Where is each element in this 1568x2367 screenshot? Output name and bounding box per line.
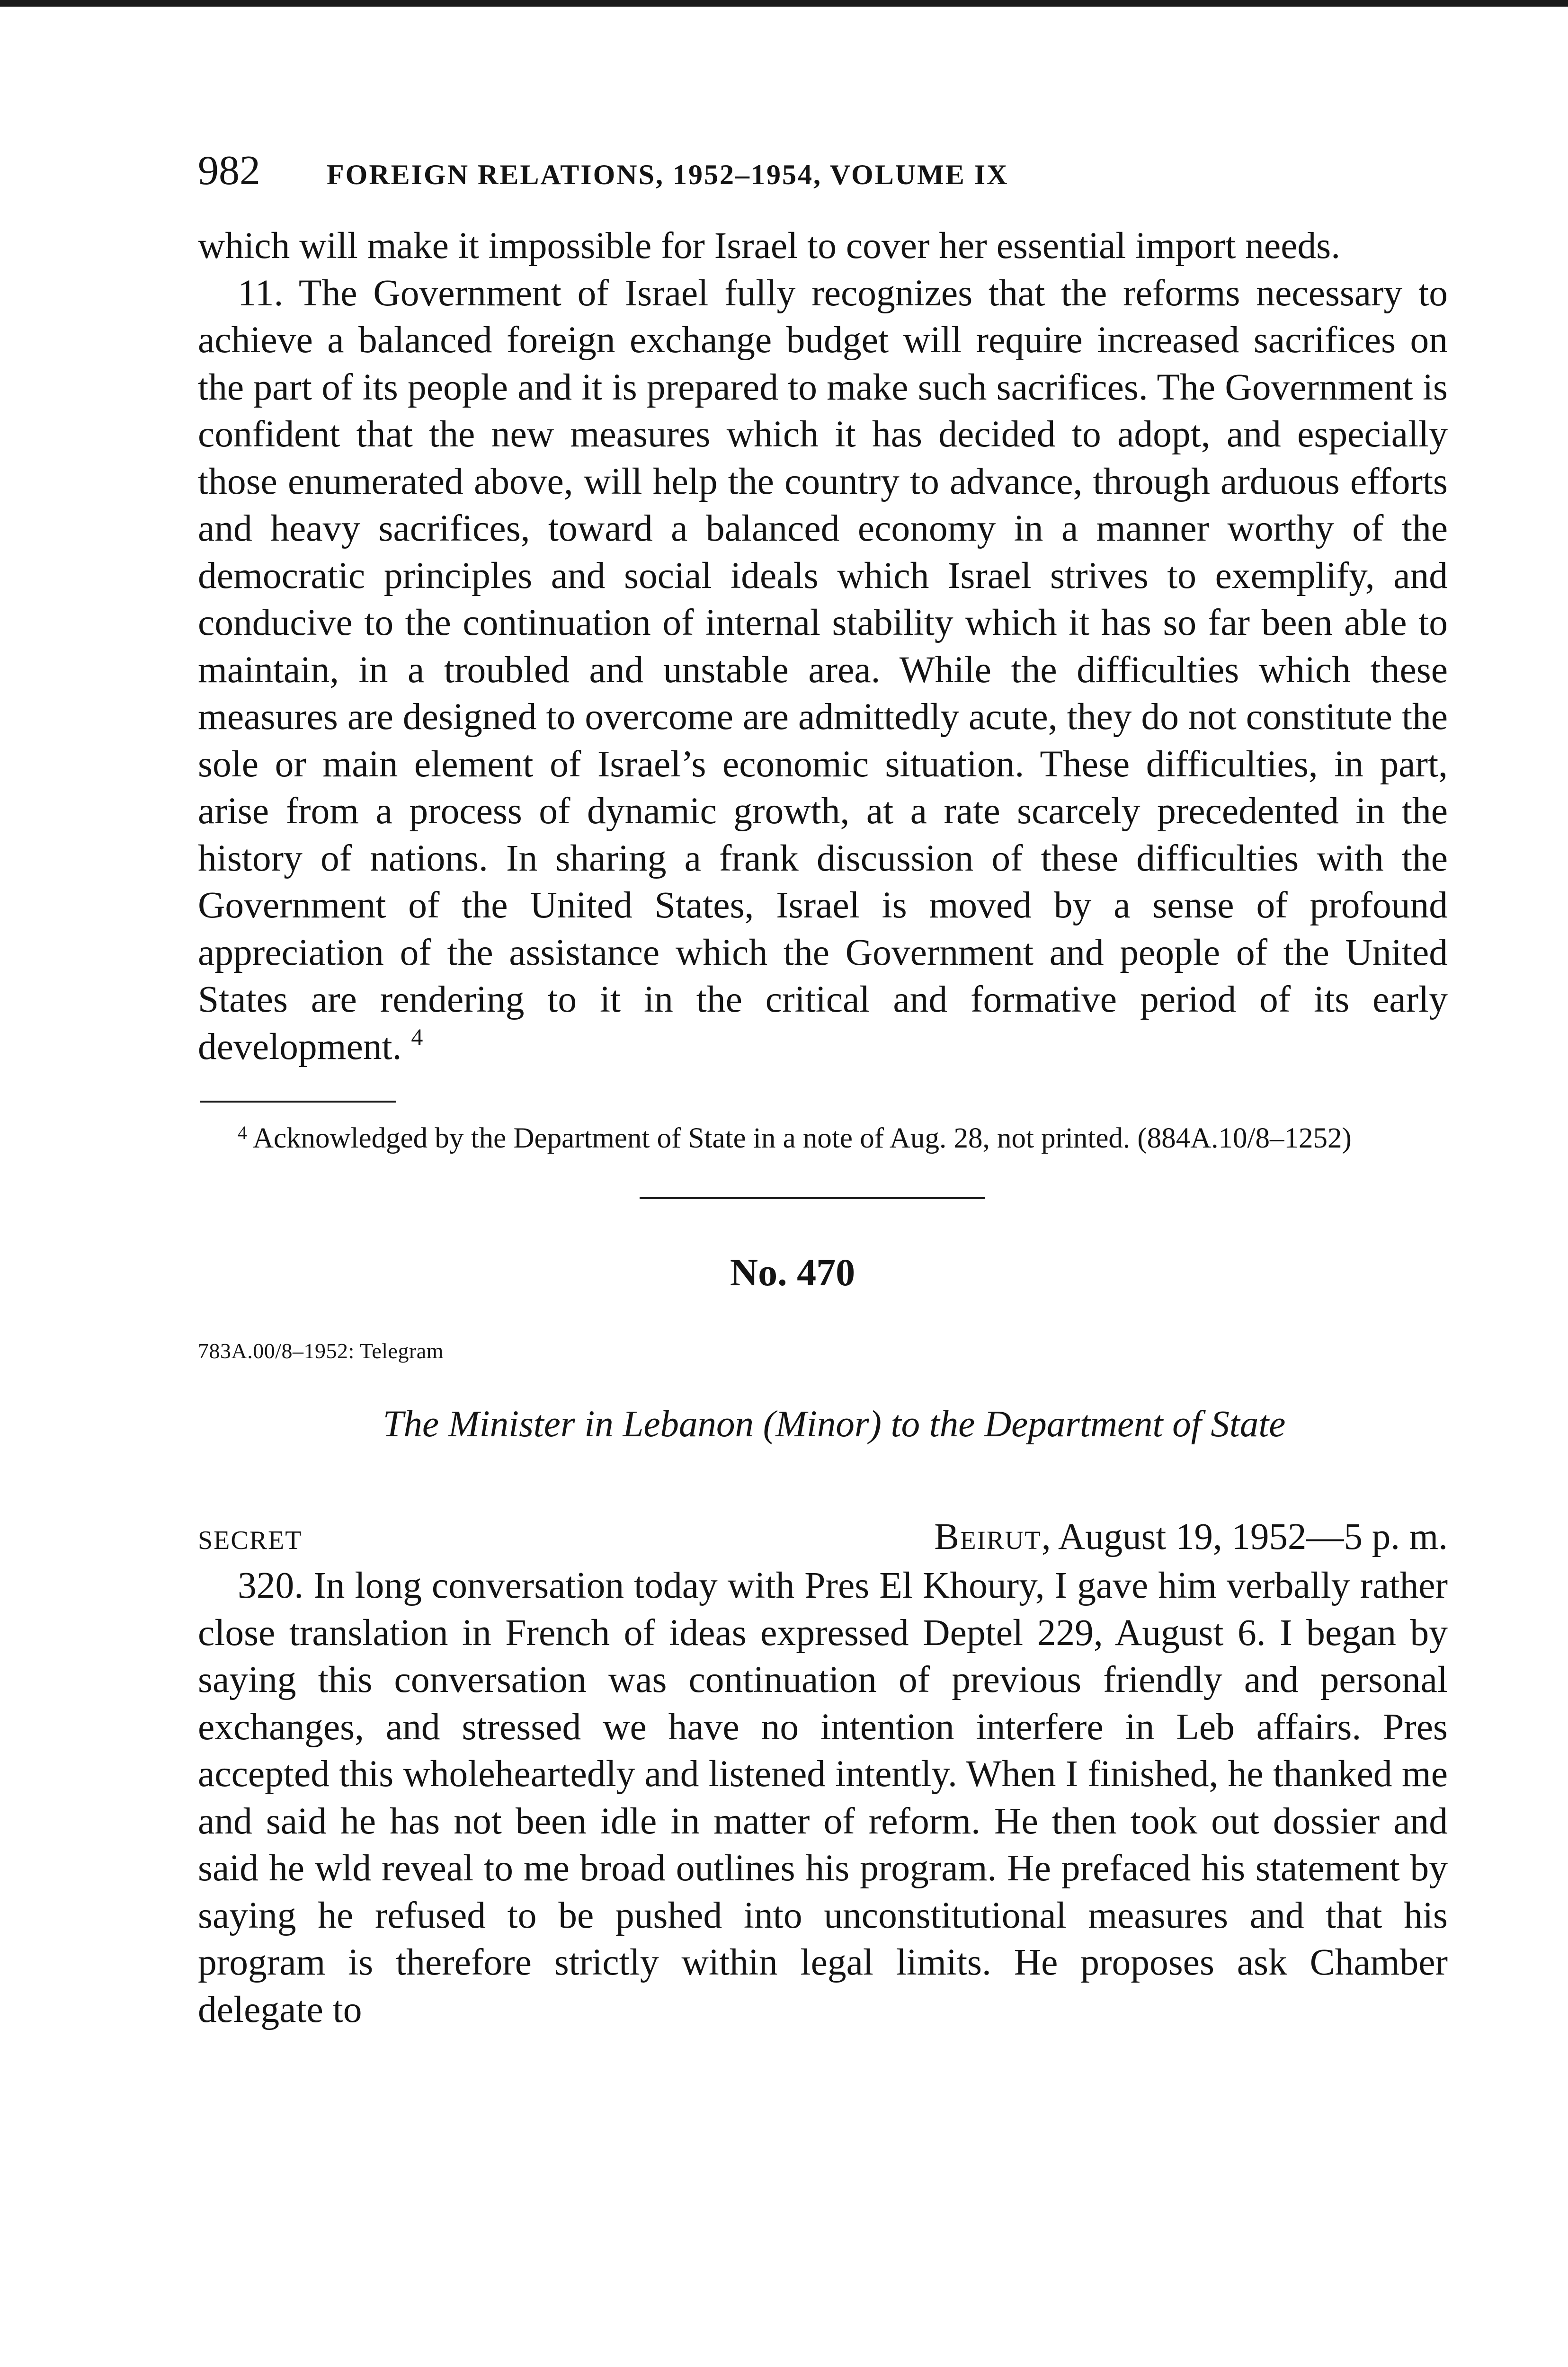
- section-divider: [640, 1197, 985, 1199]
- place: Beirut: [934, 1516, 1042, 1557]
- paragraph-11: [198, 270, 1448, 1071]
- continuation-paragraph: which will make it impossible for Israel to cover her essential import needs.: [198, 225, 1341, 267]
- top-border-rule: [0, 0, 1568, 7]
- telegram-body: 320. In long conversation today with Pres El Khoury, I gave him verbally rather close translation in French of ideas expressed Deptel 229, August 6. I began by saying this conversation was continuation of previous friendly and personal exchanges, and stressed we have no intention interfere in Leb affairs. Pres accepted this wholeheartedly and listened intently. When I finished, he thanked me and said he has not been idle in matter of reform. He then took out dossier and said he wld reveal to me broad outlines his program. He prefaced his statement by saying he refused to be pushed into unconstitutional measures and that his program is therefore strictly within legal limits. He proposes ask Chamber delegate to: [198, 1565, 1448, 2030]
- footnote-text: Acknowledged by the Department of State in a note of Aug. 28, not printed. (884A.10/8–1252): [252, 1122, 1352, 1154]
- paragraph-11-text: 11. The Government of Israel fully recognizes that the reforms necessary to achieve a balanced foreign exchange budget will require increased sacrifices on the part of its people and it is prepared to make such sacrifices. The Government is confident that the new measures which it has decided to adopt, and especially those enumerated above, will help the country to advance, through arduous efforts and heavy sacrifices, toward a balanced economy in a manner worthy of the democratic principles and social ideals which Israel strives to exemplify, and conducive to the continuation of internal stability which it has so far been able to maintain, in a troubled and unstable area. While the difficulties which these measures are designed to overcome are admittedly acute, they do not constitute the sole or main element of Israel’s economic situation. These difficulties, in part, arise from a process of dynamic growth, at a rate scarcely precedented in the history of nations. In sharing a frank discussion of these difficulties with the Government of the United States, Israel is moved by a sense of profound appreciation of the assistance which the Government and people of the United States are rendering to it in the critical and formative period of its early development.: [198, 272, 1448, 1068]
- place-and-date: [934, 1516, 1448, 1558]
- running-header: [198, 147, 1448, 204]
- document-page: [198, 147, 1448, 2033]
- page-number: 982: [198, 148, 260, 194]
- footnote-marker: 4: [238, 1122, 247, 1143]
- footnote-4: [198, 1121, 1448, 1157]
- date: , August 19, 1952—5 p. m.: [1041, 1516, 1448, 1557]
- footnote-reference[interactable]: 4: [411, 1023, 423, 1050]
- footnote-separator: [200, 1101, 396, 1103]
- file-reference: 783A.00/8–1952: Telegram: [198, 1339, 444, 1363]
- volume-title: FOREIGN RELATIONS, 1952–1954, VOLUME IX: [327, 159, 1009, 190]
- dateline: [198, 1516, 1448, 1558]
- classification-label: SECRET: [198, 1526, 303, 1555]
- document-title: The Minister in Lebanon (Minor) to the Department of State: [383, 1404, 1286, 1445]
- document-number: No. 470: [730, 1251, 855, 1294]
